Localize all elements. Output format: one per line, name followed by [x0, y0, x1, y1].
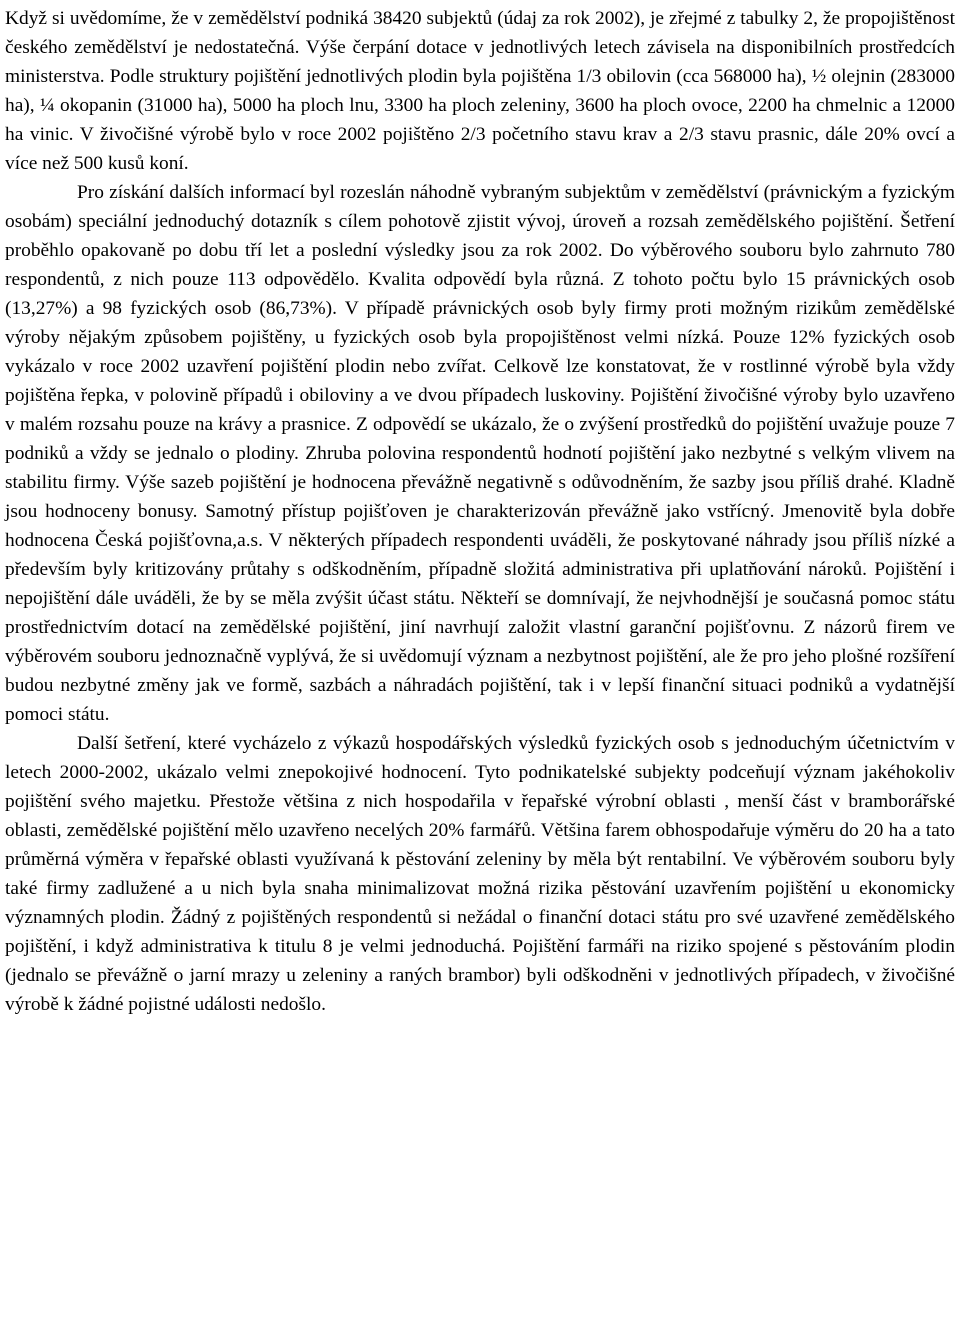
paragraph-questionnaire-survey: Pro získání dalších informací byl rozeslán náhodně vybraným subjektům v zemědělství (právnickým a fyzickým osobám) speciální jednoduchý dotazník s cílem pohotově zjistit vývoj, úroveň a rozsah zemědělského pojištění. Šetření proběhlo opakovaně po dobu tří let a poslední výsledky jsou za rok 2002. Do výběrového souboru bylo zahrnuto 780 respondentů, z nich pouze 113 odpovědělo. Kvalita odpovědí byla různá. Z tohoto počtu bylo 15 právnických osob (13,27%) a 98 fyzických osob (86,73%). V případě právnických osob byly firmy proti možným rizikům zemědělské výroby nějakým způsobem pojištěny, u fyzických osob byla propojištěnost velmi nízká. Pouze 12% fyzických osob vykázalo v roce 2002 uzavření pojištění plodin nebo zvířat. Celkově lze konstatovat, že v rostlinné výrobě byla vždy pojištěna řepka, v polovině případů i obiloviny a ve dvou případech luskoviny. Pojištění živočišné výroby bylo uzavřeno v malém rozsahu pouze na krávy a prasnice. Z odpovědí se ukázalo, že o zvýšení prostředků do pojištění uvažuje pouze 7 podniků a vždy se jednalo o plodiny. Zhruba polovina respondentů hodnotí pojištění jako nezbytné s velkým vlivem na stabilitu firmy. Výše sazeb pojištění je hodnocena převážně negativně s odůvodněním, že sazby jsou příliš drahé. Kladně jsou hodnoceny bonusy. Samotný přístup pojišťoven je charakterizován převážně jako vstřícný. Jmenovitě byla dobře hodnocena Česká pojišťovna,a.s. V některých případech respondenti uváděli, že poskytované náhrady jsou příliš nízké a především byly kritizovány průtahy s odškodněním, případně složitá administrativa při uplatňování nároků. Pojištění i nepojištění dále uváděli, že by se měla zvýšit účast státu. Někteří se domnívají, že nejvhodnější je současná pomoc státu prostřednictvím dotací na zemědělské pojištění, jiní navrhují založit vlastní garanční pojišťovnu. Z názorů firem ve výběrovém souboru jednoznačně vyplývá, že si uvědomují význam a nezbytnost pojištění, ale že pro jeho plošné rozšíření budou nezbytné změny jak ve formě, sazbách a náhradách pojištění, tak i v lepší finanční situaci podniků a vydatnější pomoci státu.	[5, 182, 955, 725]
paragraph-insurance-structure: Když si uvědomíme, že v zemědělství podniká 38420 subjektů (údaj za rok 2002), je zřejmé z tabulky 2, že propojištěnost českého zemědělství je nedostatečná. Výše čerpání dotace v jednotlivých letech závisela na disponibilních prostředcích ministerstva. Podle struktury pojištění jednotlivých plodin byla pojištěna 1/3 obilovin (cca 568000 ha), ½ olejnin (283000 ha), ¼ okopanin (31000 ha), 5000 ha ploch lnu, 3300 ha ploch zeleniny, 3600 ha ploch ovoce, 2200 ha chmelnic a 12000 ha vinic. V živočišné výrobě bylo v roce 2002 pojištěno 2/3 početního stavu krav a 2/3 stavu prasnic, dále 20% ovcí a více než 500 kusů koní.	[5, 8, 955, 174]
paragraph-further-survey: Další šetření, které vycházelo z výkazů hospodářských výsledků fyzických osob s jednoduchým účetnictvím v letech 2000-2002, ukázalo velmi znepokojivé hodnocení. Tyto podnikatelské subjekty podceňují význam jakéhokoliv pojištění svého majetku. Přestože většina z nich hospodařila v řepařské výrobní oblasti , menší část v bramborářské oblasti, zemědělské pojištění mělo uzavřeno necelých 20% farmářů. Většina farem obhospodařuje výměru do 20 ha a tato průměrná výměra v řepařské oblasti využívaná k pěstování zeleniny by měla být rentabilní. Ve výběrovém souboru byly také firmy zadlužené a u nich byla snaha minimalizovat možná rizika pěstování uzavřením pojištění u ekonomicky významných plodin. Žádný z pojištěných respondentů si nežádal o finanční dotaci státu pro své uzavřené zemědělského pojištění, i když administrativa k titulu 8 je velmi jednoduchá. Pojištění farmáři na riziko spojené s pěstováním plodin (jednalo se převážně o jarní mrazy u zeleniny a raných brambor) byli odškodněni v jednotlivých případech, v živočišné výrobě k žádné pojistné události nedošlo.	[5, 733, 955, 1015]
